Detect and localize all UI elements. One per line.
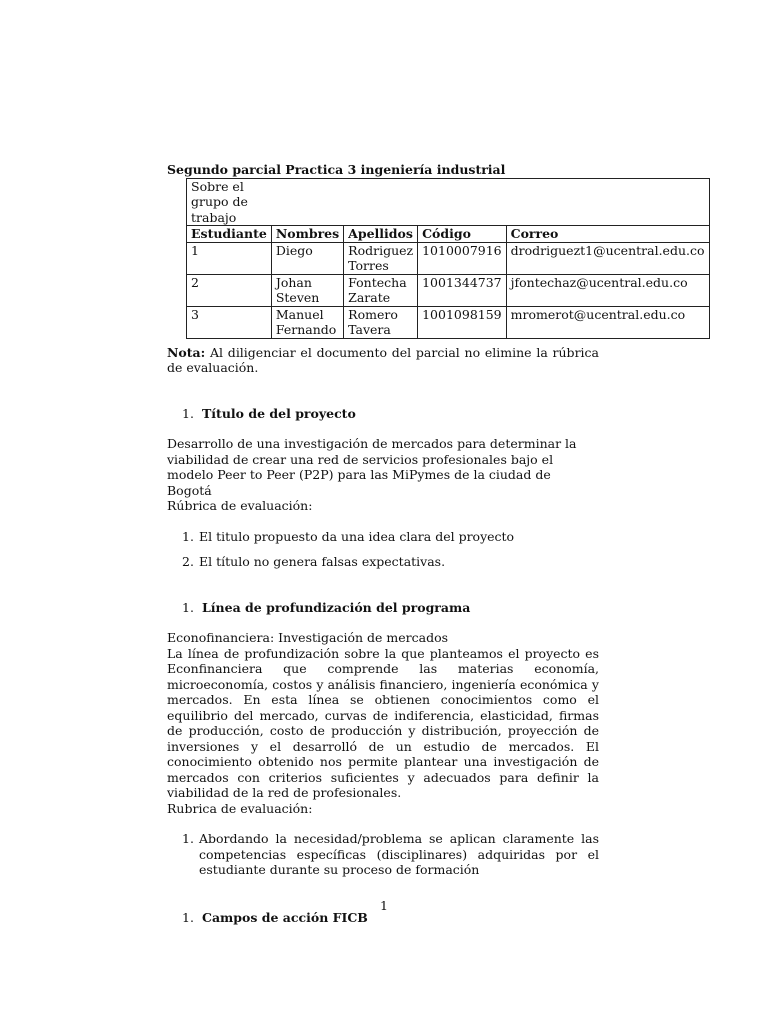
section-number: 1. bbox=[182, 599, 194, 615]
cell-codigo: 1001098159 bbox=[418, 306, 507, 338]
cell-codigo: 1001344737 bbox=[418, 274, 507, 306]
cell-correo: mromerot@ucentral.edu.co bbox=[506, 306, 709, 338]
header-codigo: Código bbox=[418, 226, 507, 243]
section-title-line bbox=[167, 600, 599, 616]
table-row bbox=[187, 242, 710, 274]
cell-apellidos: Rodriguez Torres bbox=[344, 242, 418, 274]
header-apellidos: Apellidos bbox=[344, 226, 418, 243]
cell-nombres: Manuel Fernando bbox=[271, 306, 343, 338]
paragraph: Desarrollo de una investigación de mercados para determinar la viabilidad de crear una red de servicios profesionales bajo el modelo Peer to Peer (P2P) para las MiPymes de la ciudad de Bogotá bbox=[167, 436, 577, 498]
cell-nombres: Johan Steven bbox=[271, 274, 343, 306]
page-number: 1 bbox=[380, 898, 388, 913]
table-header-row bbox=[187, 226, 710, 243]
list-item: 2. El título no genera falsas expectativas. bbox=[182, 554, 446, 569]
cell-correo: jfontechaz@ucentral.edu.co bbox=[506, 274, 709, 306]
cell-apellidos: Romero Tavera bbox=[344, 306, 418, 338]
cell-estudiante: 2 bbox=[187, 274, 272, 306]
note bbox=[167, 345, 599, 376]
note-text: Al diligenciar el documento del parcial no elimine la rúbrica de evaluación. bbox=[167, 344, 599, 375]
cell-codigo: 1010007916 bbox=[418, 242, 507, 274]
section-title-project bbox=[167, 406, 599, 422]
section-number: 1. bbox=[182, 909, 194, 925]
paragraph: Econofinanciera: Investigación de mercados bbox=[167, 630, 449, 645]
header-nombres: Nombres bbox=[271, 226, 343, 243]
note-label: Nota: bbox=[167, 344, 206, 360]
group-table bbox=[186, 178, 710, 339]
rubric-list bbox=[167, 529, 599, 570]
section-number: 1. bbox=[182, 405, 194, 421]
section-body bbox=[167, 436, 599, 514]
paragraph: Rúbrica de evaluación: bbox=[167, 498, 313, 513]
table-row bbox=[187, 306, 710, 338]
section-body bbox=[167, 630, 599, 816]
list-item: 1. Abordando la necesidad/problema se aplican claramente las competencias específicas (disciplinares) adquiridas por el estudiante durante su proceso de formación bbox=[182, 831, 599, 877]
list-item: 1. El titulo propuesto da una idea clara del proyecto bbox=[182, 528, 515, 544]
header-correo: Correo bbox=[506, 226, 709, 243]
cell-estudiante: 3 bbox=[187, 306, 272, 338]
table-row bbox=[187, 274, 710, 306]
paragraph: La línea de profundización sobre la que planteamos el proyecto es Econfinanciera que comprende las materias economía, microeconomía, costos y análisis financiero, ingeniería económica y mercados. En esta línea se obtienen conocimientos como el equilibrio del mercado, curvas de indiferencia, elasticidad, firmas de producción, costo de producción y distribución, proyección de inversiones y el desarrolló de un estudio de mercados. El conocimiento obtenido nos permite plantear una investigación de mercados con criterios suficientes y adecuados para definir la viabilidad de la red de profesionales. bbox=[167, 645, 599, 800]
cell-nombres: Diego bbox=[271, 242, 343, 274]
table-intro-row bbox=[187, 178, 710, 226]
document-page bbox=[167, 162, 705, 925]
rubric-list bbox=[167, 831, 599, 878]
cell-estudiante: 1 bbox=[187, 242, 272, 274]
section-title: Título de del proyecto bbox=[202, 405, 356, 421]
document-title: Segundo parcial Practica 3 ingeniería industrial bbox=[167, 162, 506, 177]
section-title: Campos de acción FICB bbox=[202, 909, 368, 925]
cell-apellidos: Fontecha Zarate bbox=[344, 274, 418, 306]
header-estudiante: Estudiante bbox=[187, 226, 272, 243]
section-title: Línea de profundización del programa bbox=[202, 599, 471, 615]
cell-correo: drodriguezt1@ucentral.edu.co bbox=[506, 242, 709, 274]
paragraph: Rubrica de evaluación: bbox=[167, 800, 313, 816]
table-intro: Sobre el grupo de trabajo bbox=[187, 178, 710, 226]
